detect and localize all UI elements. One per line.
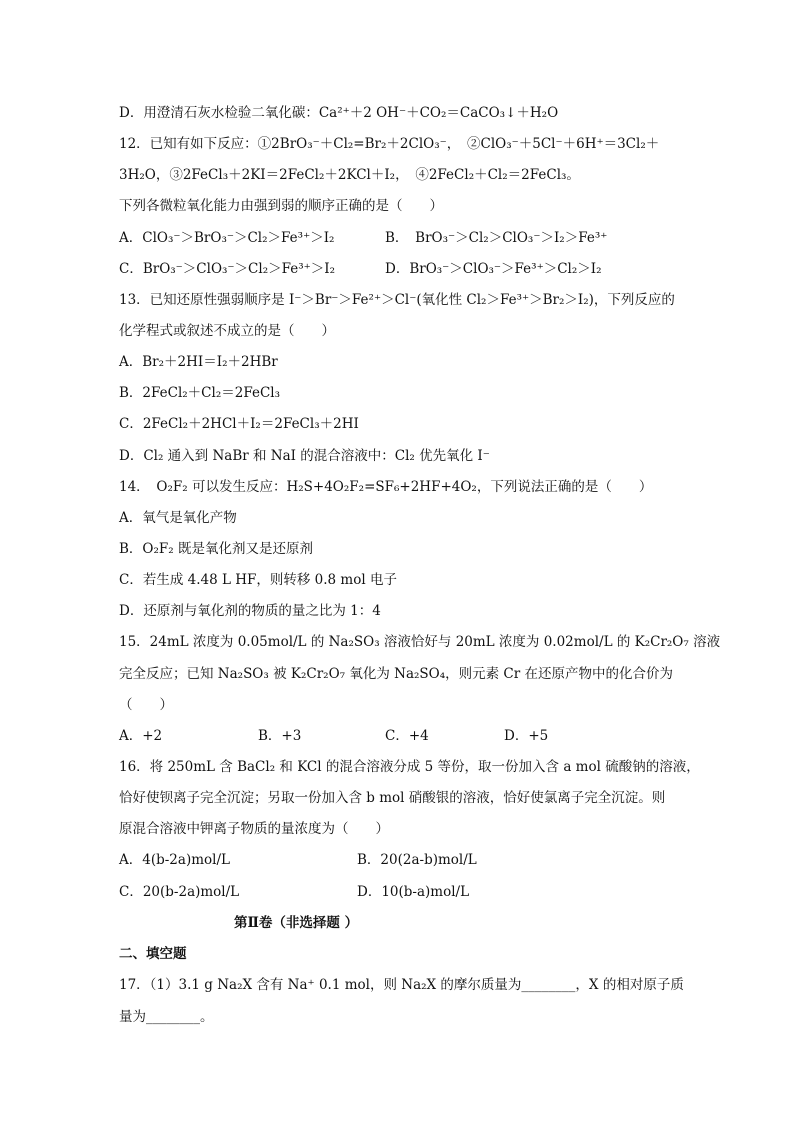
q12-option-c: C．BrO₃⁻＞ClO₃⁻＞Cl₂＞Fe³⁺＞I₂ [119,261,336,277]
q12-stem-line2: 3H₂O，③2FeCl₃＋2KI＝2FeCl₂＋2KCl＋I₂， ④2FeCl₂＋Cl₂＝2FeCl₃。 [119,167,580,183]
q11-option-d: D．用澄清石灰水检验二氧化碳：Ca²⁺＋2 OH⁻＋CO₂＝CaCO₃↓＋H₂O [119,105,559,121]
q12-stem-line1: 12．已知有如下反应：①2BrO₃⁻＋Cl₂=Br₂＋2ClO₃⁻， ②ClO₃⁻＋5Cl⁻＋6H⁺＝3Cl₂＋ [119,136,660,152]
q13-option-c: C．2FeCl₂＋2HCl＋I₂＝2FeCl₃＋2HI [119,416,359,432]
q15-option-a: A．+2 [119,728,163,744]
q12-option-b: B． BrO₃⁻＞Cl₂＞ClO₃⁻＞I₂＞Fe³⁺ [385,230,608,246]
q14-option-a: A．氧气是氧化产物 [119,510,237,526]
q15-stem-line2: 完全反应；已知 Na₂SO₃ 被 K₂Cr₂O₇ 氧化为 Na₂SO₄，则元素 Cr 在还原产物中的化合价为 [119,666,673,682]
q16-option-a: A．4(b-2a)mol/L [119,852,230,868]
section-heading-fill-in: 二、填空题 [119,946,187,962]
q17-stem-line2: 量为________。 [119,1009,214,1025]
q17-stem-line1: 17．（1）3.1 g Na₂X 含有 Na⁺ 0.1 mol，则 Na₂X 的摩尔质量为________，X 的相对原子质 [119,977,684,993]
q16-stem-line1: 16．将 250mL 含 BaCl₂ 和 KCl 的混合溶液分成 5 等份，取一份加入含 a mol 硫酸钠的溶液， [119,759,700,775]
q13-option-b: B．2FeCl₂＋Cl₂＝2FeCl₃ [119,385,281,401]
q16-stem-line2: 恰好使钡离子完全沉淀；另取一份加入含 b mol 硝酸银的溶液，恰好使氯离子完全沉淀。则 [119,790,666,806]
q15-stem-line3: （ ） [119,697,173,713]
q15-stem-line1: 15．24mL 浓度为 0.05mol/L 的 Na₂SO₃ 溶液恰好与 20mL 浓度为 0.02mol/L 的 K₂Cr₂O₇ 溶液 [119,634,721,650]
q14-option-c: C．若生成 4.48 L HF，则转移 0.8 mol 电子 [119,572,397,588]
q12-option-d: D．BrO₃⁻＞ClO₃⁻＞Fe³⁺＞Cl₂＞I₂ [385,261,602,277]
q14-option-b: B．O₂F₂ 既是氧化剂又是还原剂 [119,541,313,557]
q14-stem: 14． O₂F₂ 可以发生反应：H₂S+4O₂F₂=SF₆+2HF+4O₂，下列说法正确的是（ ） [119,479,653,495]
q16-stem-line3: 原混合溶液中钾离子物质的量浓度为（ ） [119,821,389,837]
q16-option-b: B．20(2a-b)mol/L [357,852,477,868]
q12-stem-line3: 下列各微粒氧化能力由强到弱的顺序正确的是（ ） [119,198,443,214]
q13-option-a: A．Br₂＋2HI＝I₂＋2HBr [119,354,278,370]
q12-option-a: A．ClO₃⁻＞BrO₃⁻＞Cl₂＞Fe³⁺＞I₂ [119,230,335,246]
q16-option-c: C．20(b-2a)mol/L [119,884,240,900]
q14-option-d: D．还原剂与氧化剂的物质的量之比为 1：4 [119,603,381,619]
q16-option-d: D．10(b-a)mol/L [357,884,470,900]
q13-stem-line2: 化学程式或叙述不成立的是（ ） [119,323,335,339]
q15-option-c: C．+4 [385,728,429,744]
q15-option-b: B．+3 [258,728,302,744]
q15-option-d: D．+5 [504,728,549,744]
section-title: 第Ⅱ卷（非选择题 ） [234,915,359,931]
q13-stem-line1: 13．已知还原性强弱顺序是 I⁻＞Br⁻＞Fe²⁺＞Cl⁻(氧化性 Cl₂＞Fe³⁺＞Br₂＞I₂)，下列反应的 [119,292,675,308]
q13-option-d: D．Cl₂ 通入到 NaBr 和 NaI 的混合溶液中：Cl₂ 优先氧化 I⁻ [119,448,490,464]
